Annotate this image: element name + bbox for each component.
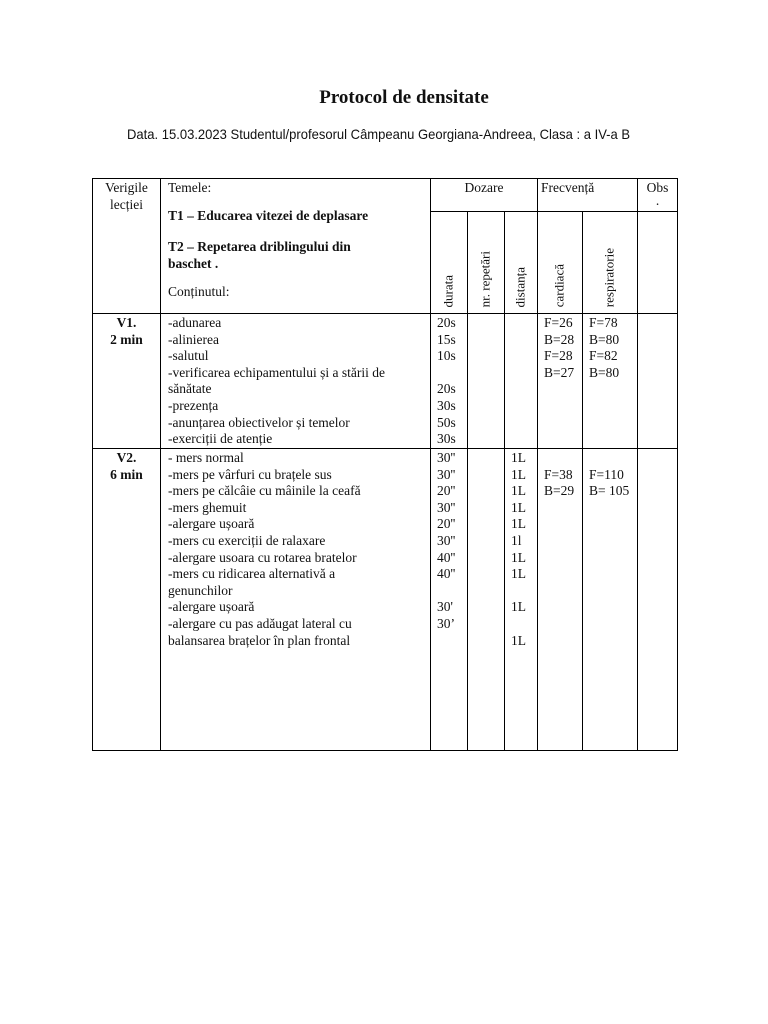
respiratorie-value: B=80	[589, 331, 620, 347]
durata-value: 40''	[437, 566, 456, 582]
date-student-line: Data. 15.03.2023 Studentul/profesorul Câmpeanu Georgiana-Andreea, Clasa : a IV-a B	[127, 126, 631, 142]
durata-value: 30''	[437, 499, 456, 515]
distanta-value: 1L	[511, 566, 526, 582]
durata-value: 30''	[437, 532, 456, 548]
subheader-cardiaca	[538, 212, 583, 314]
list-item: -mers cu exerciții de ralaxare	[168, 532, 326, 548]
obs-label: Obs	[646, 180, 669, 195]
v2-obs	[638, 449, 678, 751]
durata-value: 30''	[437, 466, 456, 482]
v1-cardiaca	[538, 314, 583, 449]
v1-time: 2 min	[110, 331, 143, 347]
v1-distanta	[505, 314, 538, 449]
density-protocol-table	[92, 178, 678, 751]
cardiaca-value: F=38	[544, 466, 573, 482]
list-item: -alergare ușoară	[168, 516, 255, 532]
theme-t1: T1 – Educarea vitezei de deplasare	[168, 207, 369, 223]
durata-value: 30’	[437, 615, 455, 631]
v2-cardiaca	[538, 449, 583, 751]
subheader-durata	[431, 212, 468, 314]
distanta-value: 1L	[511, 516, 526, 532]
respiratorie-value: F=82	[589, 348, 618, 364]
header-frecventa: Frecvență	[538, 179, 638, 212]
durata-value: 20''	[437, 516, 456, 532]
v2-durata	[431, 449, 468, 751]
list-item: -prezența	[168, 397, 219, 413]
theme-t2-line1: T2 – Repetarea driblingului din	[168, 239, 351, 255]
v1-obs	[638, 314, 678, 449]
durata-value: 20''	[437, 483, 456, 499]
cardiaca-value: B=29	[544, 483, 575, 499]
list-item: -alergare ușoară	[168, 599, 255, 615]
verigile-label: Verigile	[105, 180, 148, 195]
header-verigile	[93, 179, 161, 314]
respiratorie-value: B=80	[589, 364, 620, 380]
distanta-value: 1L	[511, 483, 526, 499]
distanta-value: 1L	[511, 599, 526, 615]
cardiaca-value: F=28	[544, 348, 573, 364]
v2-content	[161, 449, 431, 751]
distanta-value: 1L	[511, 466, 526, 482]
list-item: -exerciții de atenție	[168, 431, 273, 447]
cardiaca-value: F=26	[544, 315, 573, 330]
spacer	[511, 583, 537, 600]
distanta-value: 1L	[511, 450, 526, 465]
header-themes	[161, 179, 431, 314]
v2-distanta	[505, 449, 538, 751]
list-item: -salutul	[168, 348, 209, 364]
v2-name: V2.	[116, 450, 137, 465]
durata-value: 30'	[437, 599, 453, 615]
durata-value: 40''	[437, 549, 456, 565]
durata-value: 20s	[437, 381, 456, 397]
list-item: -mers pe călcâie cu mâinile la ceafă	[168, 483, 361, 499]
v1-durata	[431, 314, 468, 449]
header-obs	[638, 179, 678, 212]
table-row	[93, 314, 678, 449]
list-item: genunchilor	[168, 582, 233, 598]
list-item: -mers pe vârfuri cu brațele sus	[168, 466, 332, 482]
cardiaca-value: B=28	[544, 331, 575, 347]
durata-value: 50s	[437, 414, 456, 430]
temele-label: Temele:	[168, 180, 212, 195]
theme-t2-line2: baschet .	[168, 255, 219, 271]
spacer	[437, 583, 467, 600]
lectiei-label: lecției	[110, 196, 143, 212]
respiratorie-value: F=110	[589, 466, 624, 482]
v2-time: 6 min	[110, 466, 143, 482]
spacer	[544, 450, 582, 467]
v1-content	[161, 314, 431, 449]
page-title: Protocol de densitate	[319, 87, 489, 108]
v2-repetari	[468, 449, 505, 751]
cardiaca-value: B=27	[544, 364, 575, 380]
durata-value: 10s	[437, 348, 456, 364]
durata-value: 15s	[437, 331, 456, 347]
table-row	[93, 449, 678, 751]
respiratorie-value: B= 105	[589, 483, 630, 499]
durata-value: 30s	[437, 397, 456, 413]
subheader-obs	[638, 212, 678, 314]
distanta-value: 1L	[511, 549, 526, 565]
list-item: -mers cu ridicarea alternativă a	[168, 566, 336, 582]
distanta-value: 1l	[511, 532, 522, 548]
list-item: -alinierea	[168, 331, 219, 347]
respiratorie-value: F=78	[589, 315, 618, 330]
list-item: -alergare cu pas adăugat lateral cu	[168, 615, 352, 631]
list-item: sănătate	[168, 381, 212, 397]
header-dozare: Dozare	[431, 179, 538, 212]
cardiaca-label: cardiacă	[551, 263, 567, 307]
v2-label	[93, 449, 161, 751]
distanta-value: 1L	[511, 499, 526, 515]
v1-name: V1.	[116, 315, 137, 330]
distanta-value: 1L	[511, 632, 526, 648]
spacer	[589, 450, 637, 467]
respiratorie-label: respiratorie	[601, 247, 617, 307]
spacer	[437, 365, 467, 382]
subheader-repetari	[468, 212, 505, 314]
durata-label: durata	[440, 274, 456, 307]
list-item: balansarea brațelor în plan frontal	[168, 632, 351, 648]
subheader-distanta	[505, 212, 538, 314]
repetari-label: nr. repetări	[477, 250, 493, 307]
subheader-respiratorie	[583, 212, 638, 314]
list-item: -verificarea echipamentului și a stării de	[168, 364, 386, 380]
spacer	[511, 616, 537, 633]
durata-value: 30s	[437, 431, 456, 447]
list-item: -mers ghemuit	[168, 499, 247, 515]
v1-repetari	[468, 314, 505, 449]
v1-label	[93, 314, 161, 449]
durata-value: 20s	[437, 315, 456, 330]
v2-respiratorie	[583, 449, 638, 751]
continutul-label: Conținutul:	[168, 284, 230, 300]
durata-value: 30''	[437, 450, 456, 465]
obs-dot: .	[655, 192, 660, 208]
distanta-label: distanța	[512, 266, 528, 307]
v1-respiratorie	[583, 314, 638, 449]
list-item: -alergare usoara cu rotarea bratelor	[168, 549, 357, 565]
list-item: -adunarea	[168, 315, 222, 330]
list-item: -anunțarea obiectivelor și temelor	[168, 414, 350, 430]
list-item: - mers normal	[168, 450, 244, 465]
